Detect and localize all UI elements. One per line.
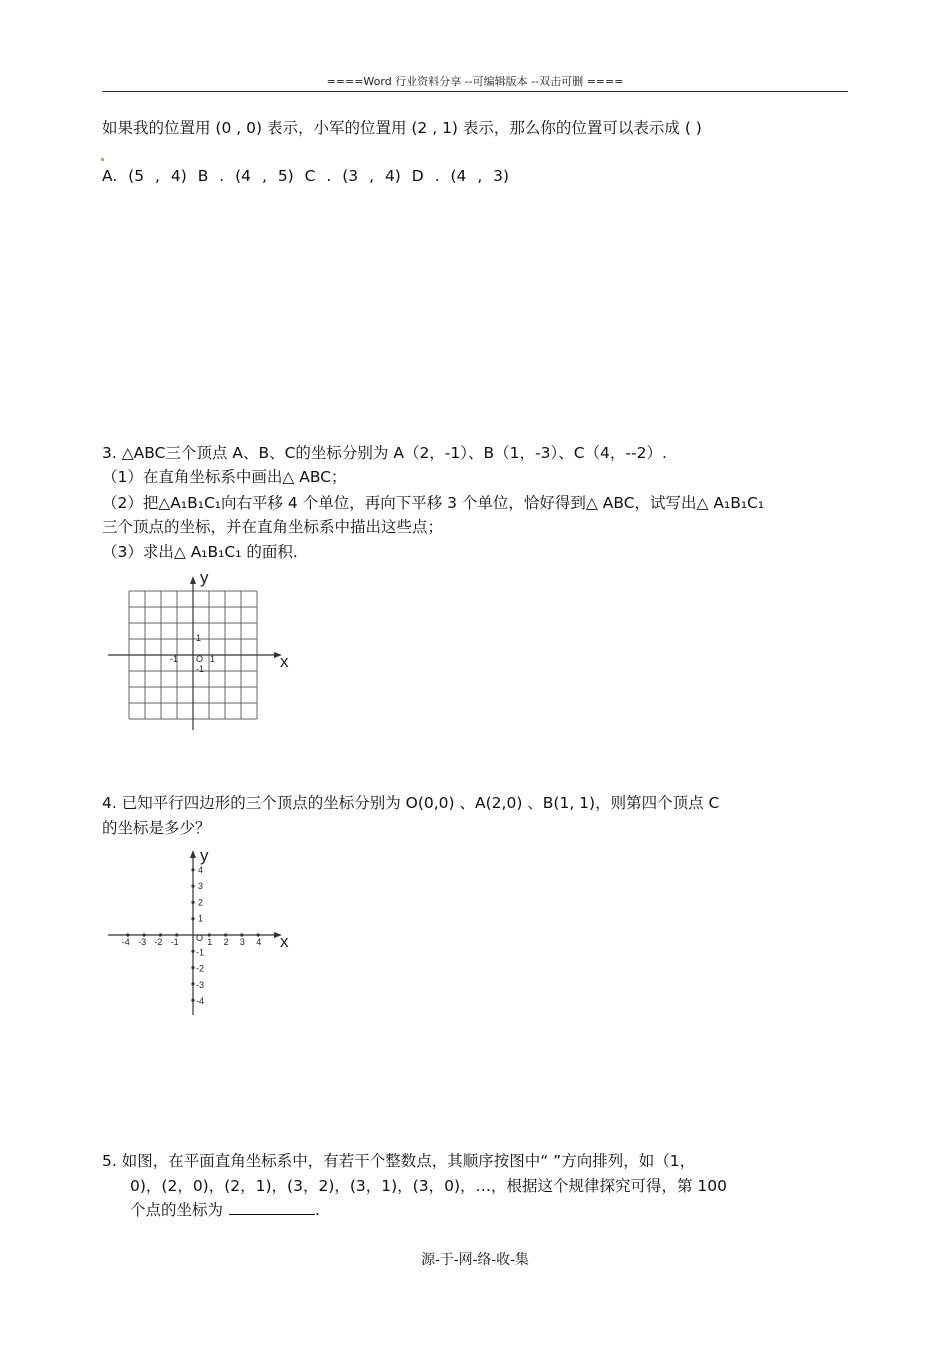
q4-x-tick-label: -2: [154, 937, 163, 947]
q4-x-tick-label: -4: [121, 937, 130, 947]
q4-origin-label: O: [196, 933, 204, 943]
q4-y-tick: [191, 982, 194, 985]
q3-tick-y-pos: 1: [196, 633, 202, 643]
q4-line1: 4. 已知平行四边形的三个顶点的坐标分别为 O(0,0) 、A(2,0) 、B(1, 1)，则第四个顶点 C: [102, 794, 720, 812]
q3-coordinate-grid: [100, 565, 300, 735]
page-footer: 源-于-网-络-收-集: [421, 1252, 529, 1268]
q4-y-tick-label: -1: [196, 947, 205, 958]
q3-origin-label: O: [196, 654, 204, 664]
q4-y-tick-label: -2: [196, 963, 205, 974]
q5-line2: 0)，(2，0)，(2，1)，(3，2)，(3，1)，(3，0)，…，根据这个规律探究可得，第 100: [130, 1177, 728, 1195]
q4-y-label: y: [200, 846, 209, 865]
q4-x-tick-label: 4: [256, 937, 262, 947]
q2-options: A. (5 , 4) B . (4 , 5) C . (3 , 4) D . (4 , 3): [102, 167, 510, 185]
q4-y-arrow-icon: [190, 850, 196, 858]
header-rule: [102, 91, 848, 92]
q4-x-tick-label: 1: [207, 937, 213, 947]
q5-line3-wrap: [130, 1198, 320, 1220]
q3-part1: （1）在直角坐标系中画出△ ABC；: [102, 468, 347, 486]
q3-part3: （3）求出△ A₁B₁C₁ 的面积.: [102, 543, 298, 561]
q5-period: .: [315, 1201, 320, 1219]
q4-y-tick: [191, 917, 194, 920]
q4-x-tick-label: -1: [170, 937, 179, 947]
q3-part2-line2: 三个顶点的坐标，并在直角坐标系中描出这些点；: [102, 518, 444, 536]
q4-y-tick: [191, 966, 194, 969]
q4-y-tick-label: 2: [198, 897, 204, 908]
q4-x-tick-label: 3: [239, 937, 245, 947]
q4-y-tick-label: -4: [196, 996, 205, 1007]
q4-y-tick: [191, 950, 194, 953]
q4-coordinate-axes: [100, 843, 300, 1018]
q3-stem: 3. △ABC三个顶点 A、B、C的坐标分别为 A（2，-1）、B（1，-3）、C（4，--2）.: [102, 444, 667, 462]
page-header: ====Word 行业资料分享 --可编辑版本 --双击可删 ====: [326, 75, 624, 88]
q5-line1: 5. 如图，在平面直角坐标系中，有若干个整数点，其顺序按图中“ ”方向排列，如（1，: [102, 1152, 696, 1170]
q4-y-tick-label: -3: [196, 979, 205, 990]
q3-y-arrow-icon: [190, 576, 196, 584]
q3-y-label: y: [200, 568, 209, 587]
q3-tick-x-pos: 1: [210, 654, 216, 664]
q4-y-tick-label: 3: [198, 881, 204, 892]
q4-y-tick: [191, 868, 194, 871]
q3-part2-line1: （2）把△A₁B₁C₁向右平移 4 个单位，再向下平移 3 个单位，恰好得到△ ABC，试写出△ A₁B₁C₁: [102, 494, 765, 512]
q4-y-tick: [191, 999, 194, 1002]
q3-tick-y-neg: -1: [196, 664, 205, 674]
q4-x-label: x: [280, 932, 289, 951]
q4-line2: 的坐标是多少？: [102, 819, 211, 837]
q5-line3: 个点的坐标为: [130, 1201, 224, 1219]
q2-stem: 如果我的位置用 (0 , 0) 表示，小军的位置用 (2 , 1) 表示，那么你的位置可以表示成 ( ): [102, 119, 702, 137]
q4-y-tick-label: 1: [198, 913, 204, 924]
q4-y-tick: [191, 901, 194, 904]
q4-x-tick-label: 2: [223, 937, 229, 947]
q4-y-tick-label: 4: [198, 864, 204, 875]
q3-tick-x-neg: -1: [170, 654, 179, 664]
marker-dot: [101, 158, 104, 161]
q3-x-label: x: [280, 652, 289, 671]
q4-y-tick: [191, 885, 194, 888]
q4-x-tick-label: -3: [138, 937, 147, 947]
q5-answer-blank[interactable]: [229, 1200, 315, 1215]
